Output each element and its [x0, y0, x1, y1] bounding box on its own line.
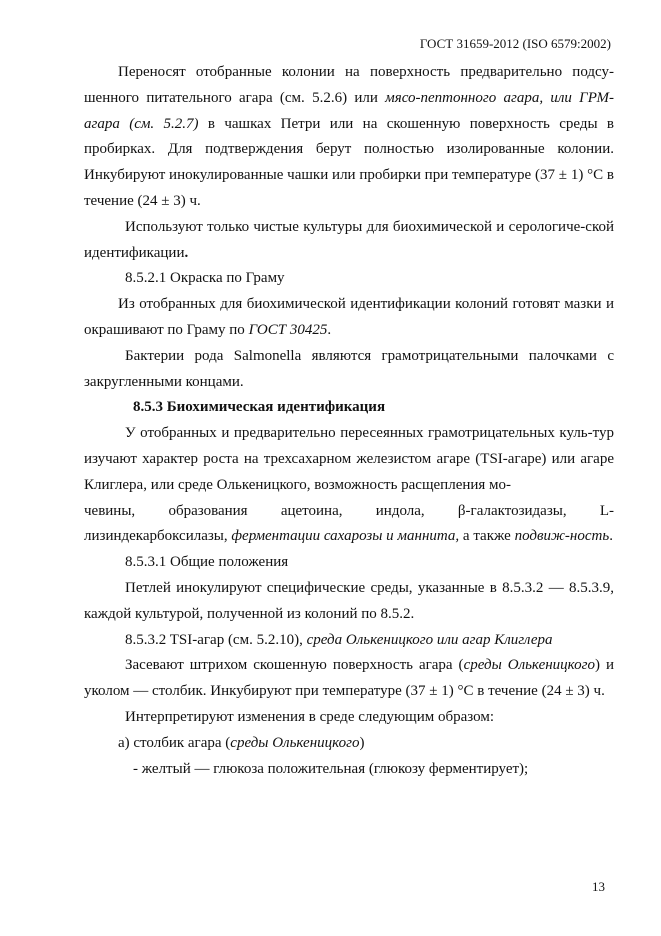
- paragraph-salmonella-description: Бактерии рода Salmonella являются грамотрицательными палочками с закругленными концами.: [84, 347, 614, 390]
- section-heading-biochemical-identification: 8.5.3 Биохимическая идентификация: [133, 399, 386, 416]
- document-body: [84, 60, 614, 782]
- paragraph-biochemical-tests-intro: У отобранных и предварительно пересеянных грамотрицательных куль-тур изучают характер роста на трехсахарном железистом агаре (TSI-агаре) или агаре Клиглера, или среде Олькеницкого, возможность расщепления мо-: [84, 425, 614, 493]
- list-item-agar-column: а) столбик агара (среды Олькеницкого): [118, 734, 365, 751]
- subsection-heading-general: 8.5.3.1 Общие положения: [125, 554, 289, 571]
- paragraph-transfer-colonies: Переносят отобранные колонии на поверхность предварительно подсу-шенного питательного агара (см. 5.2.6) или мясо-пептонного агара, или ГРМ-агара (см. 5.2.7) в чашках Петри или на скошенную поверхность среды в пробирках. Для подтверждения берут полностью изолированные колонии. Инкубируют инокулированные чашки или пробирки при температуре (37 ± 1) °С в течение (24 ± 3) ч.: [84, 64, 614, 209]
- page-number: 13: [592, 879, 605, 894]
- paragraph-gram-smears: Из отобранных для биохимической идентификации колоний готовят мазки и окрашивают по Граму по ГОСТ 30425.: [84, 296, 614, 338]
- subsection-heading-gram-stain: 8.5.2.1 Окраска по Граму: [125, 270, 285, 287]
- paragraph-streak-inoculation: Засевают штрихом скошенную поверхность агара (среды Олькеницкого) и уколом — столбик. Инкубируют при температуре (37 ± 1) °С в течение (24 ± 3) ч.: [84, 657, 614, 700]
- paragraph-interpretation: Интерпретируют изменения в среде следующим образом:: [125, 708, 494, 725]
- document-header: ГОСТ 31659-2012 (ISO 6579:2002): [419, 36, 611, 51]
- paragraph-biochemical-tests-line: чевины, образования ацетоина, индола, β-галактозидазы, L-: [84, 502, 615, 519]
- paragraph-pure-cultures: Используют только чистые культуры для биохимической и серологиче-ской идентификации.: [84, 218, 614, 261]
- paragraph-inoculation: Петлей инокулируют специфические среды, указанные в 8.5.3.2 — 8.5.3.9, каждой культурой, полученной из колоний по 8.5.2.: [84, 579, 614, 622]
- paragraph-biochemical-tests-end: лизиндекарбоксилазы, ферментации сахарозы и маннита, а также подвиж-ность.: [84, 528, 613, 545]
- list-item-yellow-glucose: - желтый — глюкоза положительная (глюкозу ферментирует);: [133, 760, 529, 777]
- subsection-heading-tsi-agar: 8.5.3.2 TSI-агар (см. 5.2.10), среда Олькеницкого или агар Клиглера: [125, 631, 553, 648]
